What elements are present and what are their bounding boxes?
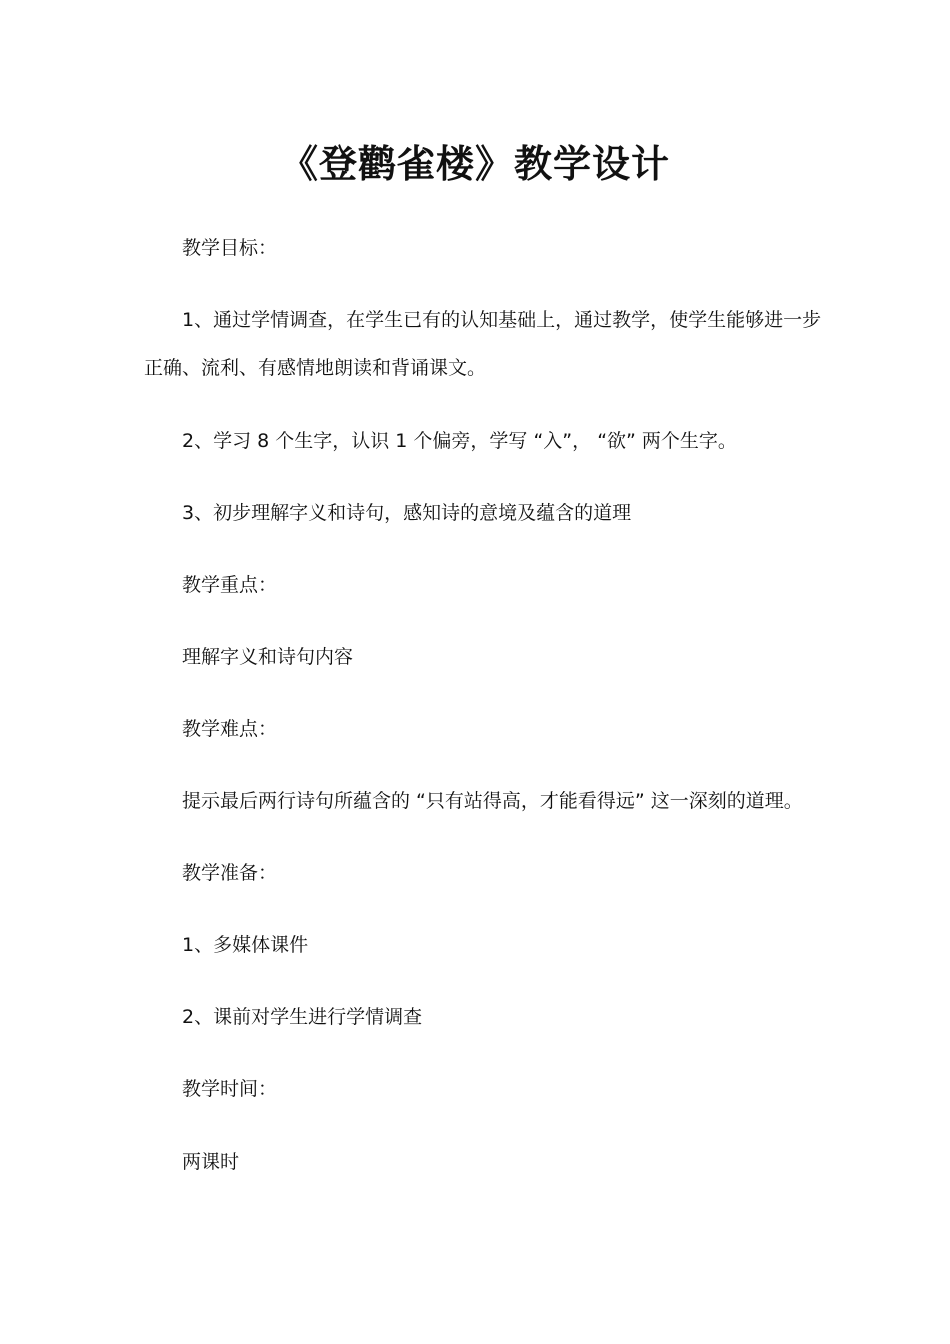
preparation-heading: 教学准备：: [182, 862, 278, 884]
difficulty-heading: 教学难点：: [182, 718, 278, 740]
objective-1-line-1: 1、通过学情调查，在学生已有的认知基础上，通过教学，使学生能够进一步: [182, 309, 822, 331]
time-heading: 教学时间：: [182, 1078, 278, 1100]
preparation-item-2: 2、课前对学生进行学情调查: [182, 1006, 423, 1028]
time-text: 两课时: [182, 1151, 240, 1173]
objective-3: 3、初步理解字义和诗句，感知诗的意境及蕴含的道理: [182, 502, 632, 524]
preparation-item-1: 1、多媒体课件: [182, 934, 309, 956]
document-title: 《登鹳雀楼》教学设计: [279, 142, 670, 186]
objective-1-line-2: 正确、流利、有感情地朗读和背诵课文。: [144, 357, 487, 379]
objective-2: 2、学习 8 个生字，认识 1 个偏旁，学写 “入”， “欲” 两个生字。: [182, 430, 737, 452]
difficulty-text: 提示最后两行诗句所蕴含的 “只有站得高，才能看得远” 这一深刻的道理。: [182, 790, 803, 812]
objectives-heading: 教学目标：: [182, 237, 278, 259]
key-points-text: 理解字义和诗句内容: [182, 646, 354, 668]
key-points-heading: 教学重点：: [182, 574, 278, 596]
